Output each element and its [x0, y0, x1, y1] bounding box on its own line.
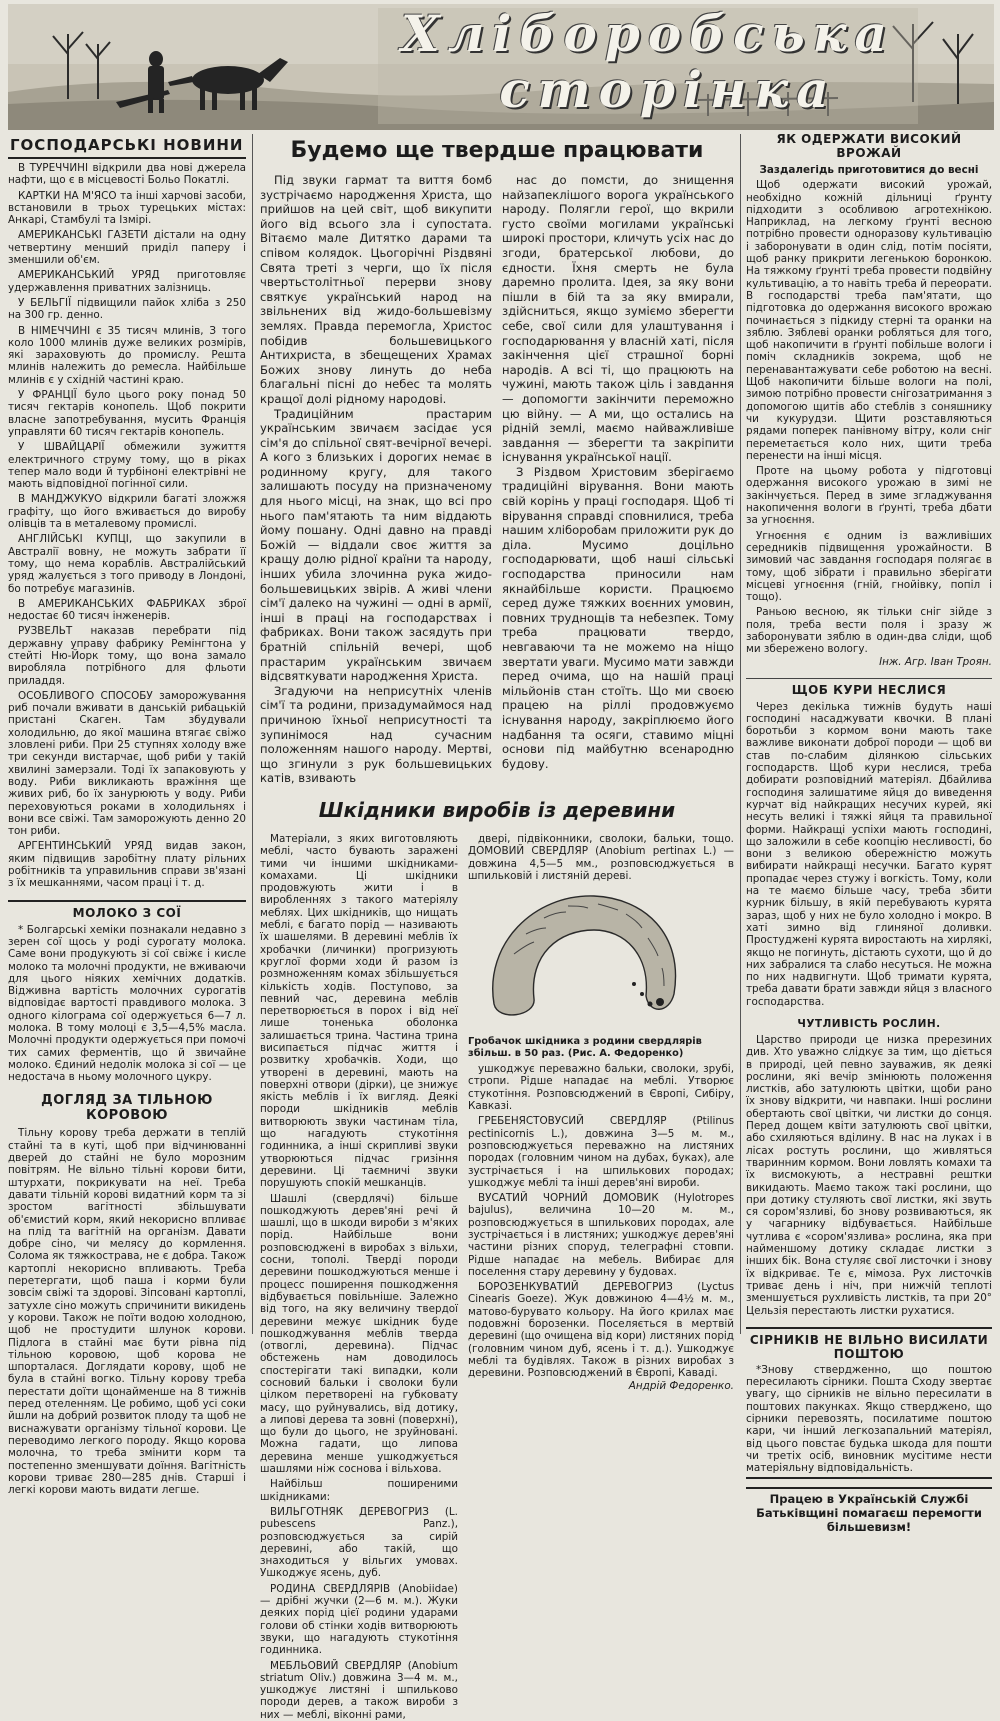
paragraph: В НІМЕЧЧИНІ є 35 тисяч млинів, З того коло 1000 млинів дуже великих розмірів, які зараховують до промислу. Решта млинів належить до ремесла. Найбільше млинів є у східній частині краю. [8, 324, 246, 386]
plants-header: ЧУТЛИВІСТЬ РОСЛИН. [797, 1018, 941, 1030]
main-article [260, 173, 734, 786]
main-headline: Будемо ще твердше працювати [290, 138, 704, 163]
hens-header: ЩОБ КУРИ НЕСЛИСЯ [746, 678, 992, 697]
left-column [8, 130, 246, 1496]
column-divider [252, 134, 253, 1334]
paragraph: В АМЕРИКАНСЬКИХ ФАБРИКАХ зброї недостає 60 тисяч інженерів. [8, 597, 246, 623]
larva-illustration [474, 884, 704, 1034]
paragraph: Раньою весною, як тільки сніг зійде з поля, треба вести поля і зразу ж заборонувати зяблю в один-два сліди, щоб ми збережено вологу. [746, 606, 992, 656]
pests-col2-intro: двері, підвіконники, сволоки, бальки, тощо. ДОМОВИЙ СВЕРДЛЯР (Anobium pertinax L.) — довжина 4,5—5 мм., розповсюджується в шпильковій і листяній дереві. [468, 832, 734, 882]
figure-caption [468, 1036, 734, 1060]
news-header: ГОСПОДАРСЬКІ НОВИНИ [8, 130, 246, 159]
main-article-col2 [502, 173, 734, 786]
larva-figure [474, 884, 734, 1034]
cow-care-text: Тільну корову треба держати в теплій стайні та в куті, щоб при відчинюванні дверей до стайні не було морозним повітрям. Не вільно тільні корови бити, штурхати, покрикувати на неї. Треба давати тільній корові видатний корм та зі зростом вагітності збільшувати об'ємистий корм, який некорисно впливає на плід та вагітній на організм. Давати добре сіно, чи мелясу до кормлення. Солома як тяжкострава, не є добра. Також картоплі некорисно впливають. Треба перетергати, щоб паша і корми були зовсім свіжі та здорові. Зіпсовані картоплі, затухле сіно можуть спричинити викидень у корови. Також не поїти водою холодною, щоб не простудити шлунок корови. Підлога в стайні має бути рівна під тільною коровою, щоб корова не шпорталася. Доглядати корову, щоб не була в стайні вогко. Тільну корову треба перестати доїти щонайменше на 8 тижнів перед отеленням. Це робимо, щоб усі соки йшли на добрий розвиток плоду та щоб не виснажувати організму тільної корови. Це переводимо легкого породу. Якщо корова молочна, то треба змінити корм та постепенно зменшувати доїння. Вагітність корови триває 280—285 днів. Старші і легкі корови мають видати легше. [8, 1127, 246, 1497]
figure-caption-text: Гробачок шкідника з родини свердлярів збільш. в 50 раз. [468, 1036, 702, 1060]
center-column [260, 130, 734, 1721]
paragraph: Угноєння є одним із важливіших середників підвищення урожайности. В зимовий час завдання господаря полягає в тому, щоб зібрати і правильно зберігати місцеві угноєння (гній, гнойівку, попіл і тощо). [746, 529, 992, 604]
soy-milk-text: * Болгарські хеміки познакали недавно з зерен сої щось у роді сурогату молока. Саме вони продукують зі сої свіжє і кисле молоко та молочні продукти, не вживаючи для цього ніяких хемічних додатків. Відживна вартість молочних сурогатів відповідає вартості правдивого молока. З одного кілограма сої одержується 6—7 л. молока. В тому молоці є 3,5—4,5% масла. Молочні продукти одержується при помочі тих самих ферментів, що й звичайне молоко. Єдиний недолік молока зі сої — це недостача в ньому молочного цукру. [8, 923, 246, 1084]
paragraph: АМЕРИКАНСЬКИЙ УРЯД приготовляє удержавлення приватних залізниць. [8, 269, 246, 294]
paragraph: ушкоджує переважно бальки, сволоки, зрубі, стропи. Рідше нападає на меблі. Утворює стукотіння. Розповсюджений в Європі, Сибіру, Кавказі. [468, 1063, 734, 1113]
pests-author: Андрій Федоренко. [628, 1379, 734, 1392]
paragraph: ВИЛЬГОТНЯК ДЕРЕВОГРИЗ (L. pubescens Panz.), розповсюджується за сирій деревині, або такій, що знаходиться у вільгих умовах. Ушкоджує ясень, дуб. [260, 1505, 458, 1580]
harvest-header: ЯК ОДЕРЖАТИ ВИСОКИЙ ВРОЖАЙ [776, 132, 962, 160]
paragraph: ВУСАТИЙ ЧОРНИЙ ДОМОВИК (Hylotropes bajulus), величина 10—20 м. м., розповсюджується в шпилькових породах, але зустрічається і в листяних; ушкоджує дерев'яні частини різних споруд, телеграфні стовпи. Рідше нападає на мебель. Вибирає для поселення стару деревину у будовах. [468, 1192, 734, 1278]
pests-article-col2 [468, 830, 734, 1721]
paragraph: РУЗВЕЛЬТ наказав перебрати під державну управу фабрику Ремінгтона у стейті Ню-Йорк тому, що вона замало виробляла потрібного для фльоти приладдя. [8, 625, 246, 687]
harvest-text [746, 179, 992, 655]
paragraph: АМЕРИКАНСЬКІ ГАЗЕТИ дістали на одну четвертину менший приділ паперу і зменшили об'єм. [8, 229, 246, 267]
paragraph: Найбільш поширеними шкідниками: [260, 1478, 458, 1503]
plants-text: Царство природи це низка пререзиних див. Хто уважно слідкує за тим, що діється в природі, цей певно зауважив, як деякі рослини, які вечір змінюють положення листків, або затулюють цвітки, щоби рано їх знову відкрити, чи навпаки. Інші рослини обертають свої цвітки, чи листки до сонця. Перед дощем квіти затулюють свої цвітки, або схиляються вділину. В нас на луках і в лісах ростуть рослини, що живляться тваринним кормом. Вони ловлять комахи та їх висмокують, а нестравні рештки викидають. Маємо також такі рослини, що при дотику стуляють свої листки, які звуть ся сором'язливі, бо знову розвиваються, як у чагарнику відбувається. Найбільше чутлива є «сором'язлива» рослина, яка при найменшому дотику складає листки з інших бік. Вона стуляє свої листочки і знову їх відкриває. Те є, мімоза. Рух листочків триває день і ніч, при нижчій теплоті зменшується рухливість листків, та при 20° Цельзія перестають листки рухатися. [746, 1034, 992, 1317]
paragraph: В ТУРЕЧЧИНІ відкрили два нові джерела нафти, що є в місцевості Больо Покатлі. [8, 162, 246, 187]
main-article-col1 [260, 173, 492, 786]
paragraph: БОРОЗЕНКУВАТИЙ ДЕРЕВОГРИЗ (Lyctus Cinearis Goeze). Жук довжиною 4—4½ м. м., матово-бурувато кольору. На його крилах має подовжні борозенки. Поселяється в мертвій деревині (що очищена від кори) листяних порід (головним чином дуб, ясень і т. д.). Ушкоджує меблі та будівлях. Також в різних виробах з деревини. Розповсюджений в Європі, Каваді. [468, 1281, 734, 1380]
harvest-author: Інж. Агр. Іван Троян. [879, 655, 992, 668]
paragraph: ОСОБЛИВОГО СПОСОБУ заморожування риб почали вживати в данській рибацькій пристані Скаген. Там збудували холодильню, до якої машина втягає свіжо зловлені риби. При 25 ступнях холоду вже три секунди вистарчає, щоб риби у такій хвилині замерзали. Тоді їх запаковують у воду. Риби викликають вражіння ще живих риб, бо їх занурюють у воду. Риби переховуються роками в холодильнях і вони все свіжі. Там заморожують денно 20 тон риби. [8, 689, 246, 838]
paragraph: КАРТКИ НА М'ЯСО та інші харчові засоби, встановили в трьох турецьких містах: Анкарі, Стамбулі та Ізмірі. [8, 189, 246, 227]
soy-milk-header: МОЛОКО З СОЇ [8, 900, 246, 920]
matches-notice [746, 1327, 992, 1479]
paragraph: Згадуючи на неприсутніх членів сім'ї та родини, призадумаймося над причиною їхньої неприсутності та зупинімося над сучасним положенням нашого народу. Мертві, що згинули з рук большевицьких катів, взивають [260, 683, 492, 786]
pests-article-col2-text [468, 1063, 734, 1379]
paragraph: нас до помсти, до знищення найзапеклішого ворога українського народу. Полягли герої, що вкрили густо своїми могилами українські широкі простори, кличуть усіх нас до згоди, братерської любови, до єдности. Їхня смерть не була даремно пролита. Ідея, за яку вони пішли в бій та за яку вмирали, здійсниться, якщо зуміємо зберегти себе, свої сили для улаштування і господарювання у власній хаті, після закінчення цієї страшної борні народів. А всі ті, що працюють на чужині, мають також ціль і завдання — допомогти закінчити переможно цю війну. — А ми, що остались на рідній землі, маємо найважливіше завдання — зберегти та закріпити існування української нації. [502, 173, 734, 465]
pests-headline: Шкідники виробів із деревини [318, 797, 676, 822]
hens-text: Через декілька тижнів будуть наші господині насаджувати квочки. В плані боротьби з кормом вони мають таке важливе виконати доброї породи — щоб ви став по-слабим ділянкою сільських господарств. Щоб кури неслися, треба добирати розповідний матеріял. Дбайлива господиня залишатиме яйця до виведення курчат від найкращих несучих курей, які несуть великі і тяжкі яйця та правильної форми. Найкращі успіхи мають господині, що заложили в себе коопцію несливості, бо вони з великою обережністю можуть вибирати найкращі несучки. Багато курят пропадає через стужу і вогкість. Тому, коли на те маємо більше часу, треба збити курник більшу, в якій перебувають курята зараз, щоб у них не було холодно і мокро. В хаті зимно від глиняної доливки. Простуджені курята виростають на хирлякі, якщо не погинуть, дістають сухоти, що й до них забралися та слабо несуться. Не можна по них надвигнути. Щоб тримати курята, треба давати брати завжди яйця з власного господарства. [746, 700, 992, 1008]
paragraph: В МАНДЖУКУО відкрили багаті зложжя графіту, що його вживається до виробу олівців та в металевому промислі. [8, 493, 246, 531]
bottom-slogan: Працею в Українській Службі Батьківщині помагаєш перемогти більшевизм! [746, 1487, 992, 1534]
paragraph: Щоб одержати високий урожай, необхідно кожній дільниці ґрунту підходити з особливою агротехнікою. Наприклад, на легкому ґрунті весною потрібно провести одноразову культивацію і заборонувати в один слід, потім посіяти, щоб ранку прикрити легенькою боронкою. На тяжкому ґрунті треба провести подвійну культивацію, а то навіть треба й переорати. В господарстві треба пам'ятати, що підготовка до одержання високого врожаю починається з підкиду стерні та оранки на зяблю. Зяблеві оранки робляться для того, щоб накопичити в ґрунті побільше вологи і поміч складників зокрема, щоб не перенавантажувати себе роботою на весні. Щоб накопичити більше вологи на полі, зимою потрібно провести снігозатримання з допомогою щитів або стеблів з соняшнику чи кукурудзи. Щити розставляються рядами поперек панівному вітру, коли сніг переметається коло них, щити треба перенести на інші місця. [746, 179, 992, 462]
pests-article [260, 830, 734, 1721]
cow-care-header: ДОГЛЯД ЗА ТІЛЬНОЮ КОРОВОЮ [41, 1093, 213, 1124]
paragraph: МЕБЛЬОВИЙ СВЕРДЛЯР (Anobium striatum Oliv.) довжина 3—4 м. м., ушкоджує листяні і шпильково породи дерев, а також вироби з них — меблі, віконні рами, [260, 1659, 458, 1721]
masthead-banner [8, 4, 994, 130]
pests-article-col1 [260, 830, 458, 1721]
figure-credit: (Рис. А. Федоренко) [567, 1048, 684, 1060]
paragraph: АРГЕНТИНСЬКИЙ УРЯД видав закон, яким підвищив заробітну плату рільних робітників та управильнив справи зв'язані з їх мешканнями, часом праці і т. д. [8, 840, 246, 890]
masthead-title [388, 6, 908, 118]
right-column [746, 130, 992, 1534]
paragraph: Шашлі (свердлячі) більше пошкоджують дерев'яні речі й шашлі, що в шкоди вироби з м'яких порід. Найбільше вони розповсюджені в виробах з вільхи, сосни, тополі. Тверді породи деревини пошкоджуються менше і процесс поширення пошкодження відбувається повільніше. Залежно від того, на яку величину твердої деревини межує шкідник буде пошкоджування меблів тверда (отвоглі, деревина). Підчас обстежень нам доводилось спостерігати такі випадки, коли сосновий бальки і сволоки були цілком перетворені на губковату масу, що руйнувались, від дотику, а липові дерева та зовні (поверхні), що були до цього, не зруйновані. Можна гадати, що липова деревина менше ушкоджується шашлями ніж соснова і вільхова. [260, 1192, 458, 1476]
paragraph: АНГЛІЙСЬКІ КУПЦІ, що закупили в Австралії вовну, не можуть забрати її тому, що нема кораблів. Австралійський уряд жалується з того приводу в Лондоні, бо потребує магазинів. [8, 533, 246, 595]
paragraph: Проте на цьому робота у підготовці одержання високого урожаю в зимі не закінчується. Перед в зиме згладжування накопичення вологи в ґрунті, треба дбати за угноєння. [746, 465, 992, 527]
paragraph: РОДИНА СВЕРДЛЯРІВ (Anobiidae) — дрібні жучки (2—6 м. м.). Жуки деяких порід цієї родини ударами голови об стінки ходів витворюють звуки, що нагадують стукотіння годинника. [260, 1582, 458, 1657]
paragraph: ГРЕБЕНЯСТОВУСИЙ СВЕРДЛЯР (Ptilinus pectinicornis L.), довжина 3—5 м. м., розповсюджується переважно на листяних породах (головним чином на дубах, буках), але зустрічається і на шпилькових породах; ушкоджує меблі та інші дерев'яні вироби. [468, 1115, 734, 1189]
matches-header: СІРНИКІВ НЕ ВІЛЬНО ВИСИЛАТИ ПОШТОЮ [749, 1332, 989, 1361]
paragraph: У БЕЛЬГІЇ підвищили пайок хліба з 250 на 300 гр. денно. [8, 296, 246, 322]
news-list [8, 162, 246, 890]
paragraph: У ФРАНЦІЇ було цього року понад 50 тисяч гектарів конопель. Щоб покрити власне запотребування, мусить Франція управляти 60 тисяч гектарів конопель. [8, 389, 246, 438]
paragraph: У ШВАЙЦАРІЇ обмежили зужиття електричного струму тому, що в ріках тепер мало води й турбіноні електрівні не мають відповідної погінної сили. [8, 441, 246, 491]
matches-text: *Знову ствердженно, що поштою пересилають сірники. Пошта Сходу звертає увагу, що сірників не вільно пересилати в поштових пакунках. Якщо стверджено, що сірники перевозять, посилатиме поштою кари, чи інший легкозапальний матеріял, від цього повстає будька шкода для пошти чи третіх осіб, виновник мусітиме нести матеріяльну відповідальність. [746, 1363, 992, 1475]
paragraph: Під звуки гармат та виття бомб зустрічаємо народження Христа, що прийшов на цей світ, щоб викупити його від всього зла і супостата. Вітаємо мале Дитятко дарами та співом колядок. Цьогорічні Різдвяні Свята треті з черги, що їх після чвертьстолітньої перерви знову святкує український народ на звільнених від жидо-большевізму землях. Правда перемогла, Христос побідив большевицького Антихриста, в збещещених Храмах Божих знову линуть до неба благальні пісні до небес та молять кращої долі рідному народові. [260, 173, 492, 406]
harvest-subheader: Заздалегідь приготовитися до весні [759, 164, 979, 176]
paragraph: З Різдвом Христовим зберігаємо традиційні вірування. Вони мають свій корінь у праці господаря. Щоб ті вірування справді сповнилися, треба нашим хліборобам приложити рук до діла. Мусимо доцільно господарювати, щоб наші сільські господарства приносили нам якнайбільше користи. Працюємо серед дуже тяжких воєнних умовин, повних труднощів та небезпек. Тому треба працювати твердо, невгаваючи та не можемо на ніщо звертати уваги. Мусимо мати завжди перед очима, що на нашій праці мільйонів стан стоїть. Що ми своєю працею на ріллі продовжуємо існування народу, закріплюємо його надбання та осяги, ставимо міцні основи під майбутню всенародню будову. [502, 464, 734, 771]
paragraph: Матеріали, з яких виготовляють меблі, часто бувають заражені тими чи іншими шкідниками-комахами. Ці шкідники продовжують жити і в виробленнях з такого матеріялу меблях. Цих шкідників, що нищать меблі, є багато порід — називають їх шашелями. В деревині меблів їх хробачки (личинки) прогризують круглої форми ходи й разом із розмноженням комах збільшується кількість ходів. Поступово, за певний час, деревина меблів перетворюється в порох і від неї лише тоненька оболонка залишається трина. Частина трина висипається підчас життя і розвитку хробачків. Ходи, що утворені в деревині, мають на поверхні отвори (дірки), це знижує якість меблів і їх вигляд. Деякі породи шкідників меблів витворюють звуки частинам тіла, що нагадують стукотіння годинника, а інші скрипливі звуки утворюються підчас гризіння деревини. Ці таємничі звуки порушують спокій мешканців. [260, 832, 458, 1190]
masthead-title-line1: Хліборобська [401, 4, 895, 63]
masthead-title-line2: сторінка [499, 60, 837, 119]
paragraph: Традиційним прастарим українським звичаєм засідає уся сім'я до спільної свят-вечірної вечері. А кого з близьких і дорогих немає в родинному кругу, для такого залишають посуду на призначеному для нього місці, на знак, що всі про нього пам'ятають та ним віддають йому пошану. Одні давно на правді Божій — віддали своє життя за кращу долю рідної країни та народу, інших убила злочинна рука жидо-большевицьких звірів. А живі члени сім'ї далеко на чужині — одні в армії, інші в праці на господарствах і фабриках. Вони також засядуть при братній спільній вечері, щоб прастарим українським звичаєм відсвяткувати народження Христа. [260, 406, 492, 684]
column-divider [740, 134, 741, 1334]
